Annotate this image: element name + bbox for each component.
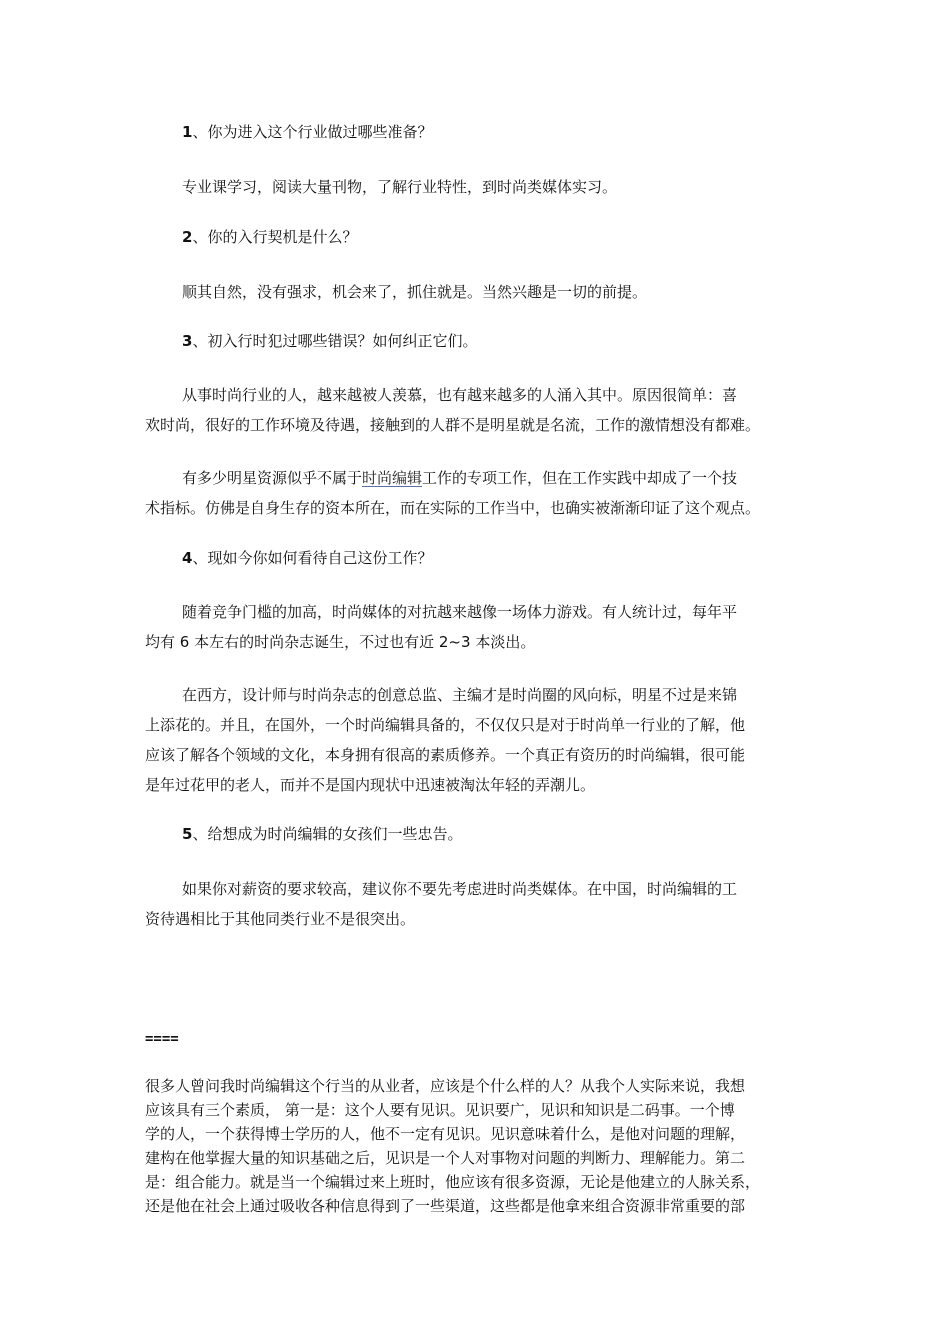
paragraph-line: 资待遇相比于其他同类行业不是很突出。 <box>145 910 416 928</box>
paragraph-line: 上添花的。并且，在国外，一个时尚编辑具备的，不仅仅只是对于时尚单一行业的了解，他 <box>145 716 746 734</box>
paragraph-line: 建构在他掌握大量的知识基础之后，见识是一个人对事物对问题的判断力、理解能力。第二 <box>145 1149 746 1167</box>
paragraph-line: 欢时尚，很好的工作环境及待遇，接触到的人群不是明星就是名流，工作的激情想没有都难。 <box>145 416 761 434</box>
fashion-editor-link[interactable]: 时尚编辑 <box>362 469 423 487</box>
question-2 <box>182 227 810 247</box>
paragraph-line: 如果你对薪资的要求较高，建议你不要先考虑进时尚类媒体。在中国，时尚编辑的工 <box>182 880 738 898</box>
paragraph-line: 很多人曾问我时尚编辑这个行当的从业者，应该是个什么样的人？从我个人实际来说，我想 <box>145 1077 746 1095</box>
text-segment: 本淡出。 <box>475 633 536 651</box>
answer-3-paragraph-2 <box>145 463 810 523</box>
text-segment: 本左右的时尚杂志诞生，不过也有近 <box>194 633 435 651</box>
paragraph-line: 应该了解各个领域的文化，本身拥有很高的素质修养。一个真正有资历的时尚编辑，很可能 <box>145 746 746 764</box>
section-separator: ==== <box>145 1031 179 1047</box>
paragraph-line: 还是他在社会上通过吸收各种信息得到了一些渠道，这些都是他拿来组合资源非常重要的部 <box>145 1197 746 1215</box>
number-segment: 2~3 <box>434 633 476 651</box>
question-number: 5 <box>182 825 193 843</box>
closing-paragraph <box>145 1074 810 1218</box>
question-text: 、给想成为时尚编辑的女孩们一些忠告。 <box>192 825 463 843</box>
question-3 <box>182 331 810 351</box>
paragraph-line: 随着竞争门槛的加高，时尚媒体的对抗越来越像一场体力游戏。有人统计过，每年平 <box>182 603 738 621</box>
answer-3-paragraph-1 <box>145 380 810 440</box>
number-segment: 6 <box>175 633 195 651</box>
text-segment: 均有 <box>145 633 176 651</box>
question-1 <box>182 122 810 142</box>
paragraph-line: 在西方，设计师与时尚杂志的创意总监、主编才是时尚圈的风向标，明星不过是来锦 <box>182 686 738 704</box>
paragraph-line: 应该具有三个素质， 第一是：这个人要有见识。见识要广，见识和知识是二码事。一个博 <box>145 1101 735 1119</box>
answer-4-paragraph-1 <box>145 597 810 657</box>
text-segment: 工作的专项工作，但在工作实践中却成了一个技 <box>422 469 738 487</box>
question-number: 1 <box>182 123 193 141</box>
paragraph-line: 是年过花甲的老人，而并不是国内现状中迅速被淘汰年轻的弄潮儿。 <box>145 776 596 794</box>
paragraph-line: 从事时尚行业的人，越来越被人羡慕，也有越来越多的人涌入其中。原因很简单：喜 <box>182 386 738 404</box>
answer-5 <box>145 874 810 934</box>
question-number: 2 <box>182 228 193 246</box>
answer-2: 顺其自然，没有强求，机会来了，抓住就是。当然兴趣是一切的前提。 <box>182 283 648 301</box>
text-segment: 有多少明星资源似乎不属于 <box>182 469 363 487</box>
question-text: 、初入行时犯过哪些错误？如何纠正它们。 <box>192 332 478 350</box>
paragraph-line: 术指标。仿佛是自身生存的资本所在，而在实际的工作当中，也确实被渐渐印证了这个观点。 <box>145 499 761 517</box>
question-text: 、你为进入这个行业做过哪些准备？ <box>192 123 433 141</box>
question-number: 3 <box>182 332 193 350</box>
answer-1: 专业课学习，阅读大量刊物，了解行业特性，到时尚类媒体实习。 <box>182 178 618 196</box>
paragraph-line: 是：组合能力。就是当一个编辑过来上班时，他应该有很多资源，无论是他建立的人脉关系， <box>145 1173 761 1191</box>
question-text: 、现如今你如何看待自己这份工作？ <box>192 549 433 567</box>
question-5 <box>182 824 810 844</box>
question-4 <box>182 548 810 568</box>
paragraph-line <box>145 463 810 493</box>
paragraph-line: 学的人，一个获得博士学历的人，他不一定有见识。见识意味着什么，是他对问题的理解， <box>145 1125 746 1143</box>
answer-4-paragraph-2 <box>145 680 810 800</box>
paragraph-line <box>145 627 810 657</box>
question-number: 4 <box>182 549 193 567</box>
question-text: 、你的入行契机是什么？ <box>192 228 358 246</box>
